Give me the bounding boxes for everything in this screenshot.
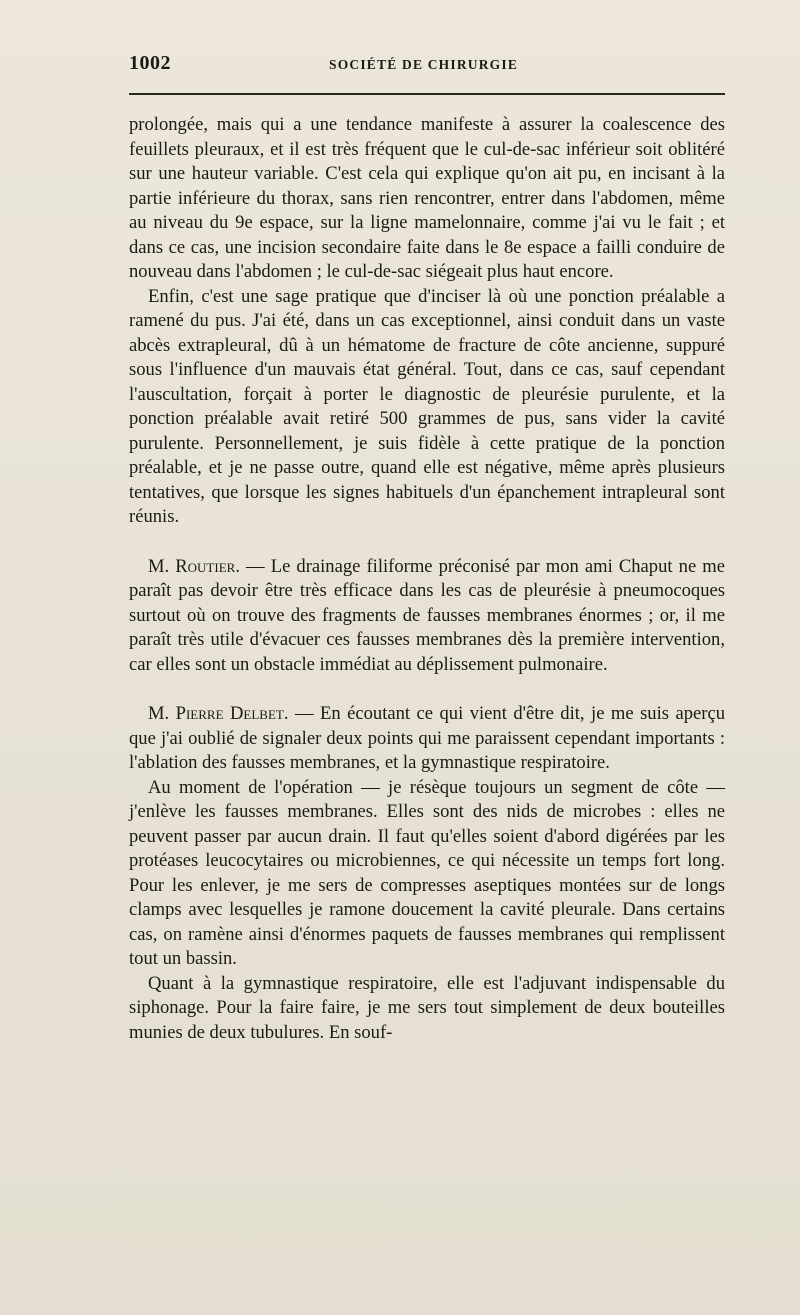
speaker-name: M. Pierre Delbet. xyxy=(148,703,289,724)
paragraph-delbet xyxy=(129,702,725,776)
page-number: 1002 xyxy=(129,52,171,74)
paragraph-text: Au moment de l'opération — je résèque toujours un segment de côte — j'enlève les fausses membranes. Elles sont des nids de microbes : elles ne peuvent passer par aucun drain. Il faut qu'elles soient d'abord digérées par les protéases leucocytaires ou microbiennes, ce qui nécessite un temps fort long. Pour les enlever, je me sers de compresses aseptiques montées sur de longs clamps avec lesquelles je ramone doucement la cavité pleurale. Dans certains cas, on ramène ainsi d'énormes paquets de fausses membranes qui remplissent tout un bassin. xyxy=(129,776,725,969)
paragraph-text: Quant à la gymnastique respiratoire, elle est l'adjuvant indispensable du siphonage. Pour la faire faire, je me sers tout simplement de deux bouteilles munies de deux tubulures. En souf- xyxy=(129,972,725,1043)
paragraph xyxy=(129,285,725,530)
paragraph-text: — Le drainage filiforme préconisé par mon ami Chaput ne me paraît pas devoir être très efficace dans les cas de pleurésie à pneumocoques surtout où on trouve des fragments de fausses membranes énormes ; or, il me paraît très utile d'évacuer ces fausses membranes dès la première intervention, car elles sont un obstacle immédiat au déplissement pulmonaire. xyxy=(129,555,725,675)
header-rule xyxy=(129,93,725,95)
body-text xyxy=(129,113,725,1045)
paragraph-text: Enfin, c'est une sage pratique que d'inciser là où une ponction préalable a ramené du pus. J'ai été, dans un cas exceptionnel, ainsi conduit dans un vaste abcès extrapleural, dû à un hématome de fracture de côte ancienne, suppuré sous l'influence d'un mauvais état général. Tout, dans ce cas, sauf cependant l'auscultation, forçait à porter le diagnostic de pleurésie purulente, et la ponction préalable avait retiré 500 grammes de pus, sans vider la cavité purulente. Personnellement, je suis fidèle à cette pratique de la ponction préalable, et je ne passe outre, quand elle est négative, même après plusieurs tentatives, que lorsque les signes habituels d'un épanchement intrapleural sont réunis. xyxy=(129,285,725,527)
paragraph-text: prolongée, mais qui a une tendance manifeste à assurer la coalescence des feuillets pleuraux, et il est très fréquent que le cul-de-sac inférieur soit oblitéré sur une hauteur variable. C'est cela qui explique qu'on ait pu, en incisant à la partie inférieure du thorax, sans rien rencontrer, entrer dans l'abdomen, même au niveau du 9e espace, sur la ligne mamelonnaire, comme j'ai vu le fait ; et dans ce cas, une incision secondaire faite dans le 8e espace a failli conduire de nouveau dans l'abdomen ; le cul-de-sac siégeait plus haut encore. xyxy=(129,114,725,282)
paragraph-continuation xyxy=(129,113,725,285)
paragraph-routier xyxy=(129,555,725,678)
page-header xyxy=(129,52,725,76)
speaker-name: M. Routier. xyxy=(148,555,240,577)
paragraph xyxy=(129,776,725,972)
paragraph xyxy=(129,972,725,1046)
paragraph-text: — En écoutant ce qui vient d'être dit, je me suis aperçu que j'ai oublié de signaler deux points qui me paraissent cependant importants : l'ablation des fausses membranes, et la gymnastique respiratoire. xyxy=(129,703,725,773)
running-head: SOCIÉTÉ DE CHIRURGIE xyxy=(329,57,519,72)
